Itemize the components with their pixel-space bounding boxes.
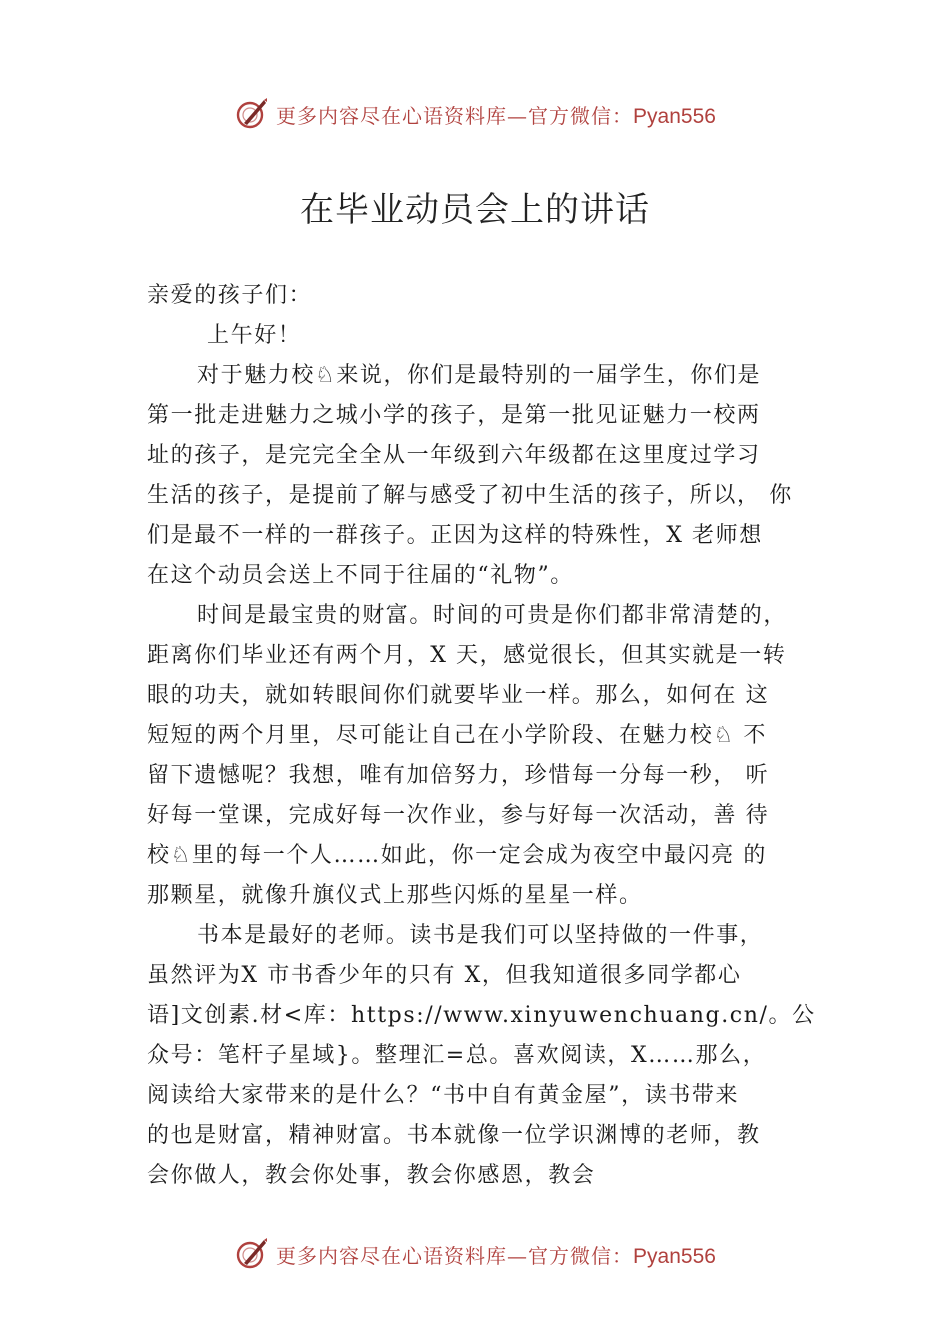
wechat-account: Pyan556: [633, 104, 716, 128]
paragraph-line: 们是最不一样的一群孩子。正因为这样的特殊性，X 老师想: [147, 523, 763, 548]
banner-text: 更多内容尽在心语资料库—官方微信：Pyan556: [276, 103, 716, 128]
paragraph-line: 众号：笔杆子星域}。整理汇=总。喜欢阅读，X……那么，: [147, 1043, 767, 1068]
wechat-account: Pyan556: [633, 1244, 716, 1268]
salutation: 上午好！: [207, 323, 302, 348]
paragraph-line: 在这个动员会送上不同于往届的“礼物”。: [147, 563, 574, 588]
page-title: 在毕业动员会上的讲话: [300, 190, 650, 230]
paragraph-line: 短短的两个月里，尽可能让自己在小学阶段、在魅力校♘ 不: [147, 723, 767, 748]
paragraph-line: 时间是最宝贵的财富。时间的可贵是你们都非常清楚的，: [197, 603, 788, 628]
paragraph-line: 址的孩子，是完完全全从一年级到六年级都在这里度过学习: [147, 443, 761, 468]
paragraph-line: 语]文创素.材<库：https://www.xinyuwenchuang.cn/。公: [147, 1003, 816, 1028]
paragraph-line: 眼的功夫，就如转眼间你们就要毕业一样。那么，如何在 这: [147, 683, 770, 708]
paragraph-line: 留下遗憾呢？我想，唯有加倍努力，珍惜每一分每一秒， 听: [147, 763, 770, 788]
quill-logo-icon: [234, 96, 270, 132]
paragraph-line: 对于魅力校♘来说，你们是最特别的一届学生，你们是: [197, 363, 762, 388]
paragraph-line: 阅读给大家带来的是什么？“书中自有黄金屋”，读书带来: [147, 1083, 740, 1108]
paragraph-line: 的也是财富，精神财富。书本就像一位学识渊博的老师，教: [147, 1123, 761, 1148]
paragraph-line: 会你做人，教会你处事，教会你感恩，教会: [147, 1163, 596, 1188]
paragraph-line: 好每一堂课，完成好每一次作业，参与好每一次活动，善 待: [147, 803, 770, 828]
paragraph-line: 第一批走进魅力之城小学的孩子，是第一批见证魅力一校两: [147, 403, 761, 428]
paragraph-line: 虽然评为X 市书香少年的只有 X，但我知道很多同学都心: [147, 963, 742, 988]
paragraph-line: 书本是最好的老师。读书是我们可以坚持做的一件事，: [197, 923, 764, 948]
quill-logo-icon: [234, 1236, 270, 1272]
banner-text: 更多内容尽在心语资料库—官方微信：Pyan556: [276, 1243, 716, 1268]
speech-body: [147, 276, 847, 1196]
header-banner: [0, 94, 950, 134]
paragraph-line: 校♘里的每一个人……如此，你一定会成为夜空中最闪亮 的: [147, 843, 767, 868]
footer-banner: [0, 1234, 950, 1274]
paragraph-line: 生活的孩子，是提前了解与感受了初中生活的孩子，所以， 你: [147, 483, 793, 508]
paragraph-line: 那颗星，就像升旗仪式上那些闪烁的星星一样。: [147, 883, 643, 908]
paragraph-line: 距离你们毕业还有两个月，X 天，感觉很长，但其实就是一转: [147, 643, 787, 668]
greeting: 亲爱的孩子们：: [147, 283, 313, 308]
